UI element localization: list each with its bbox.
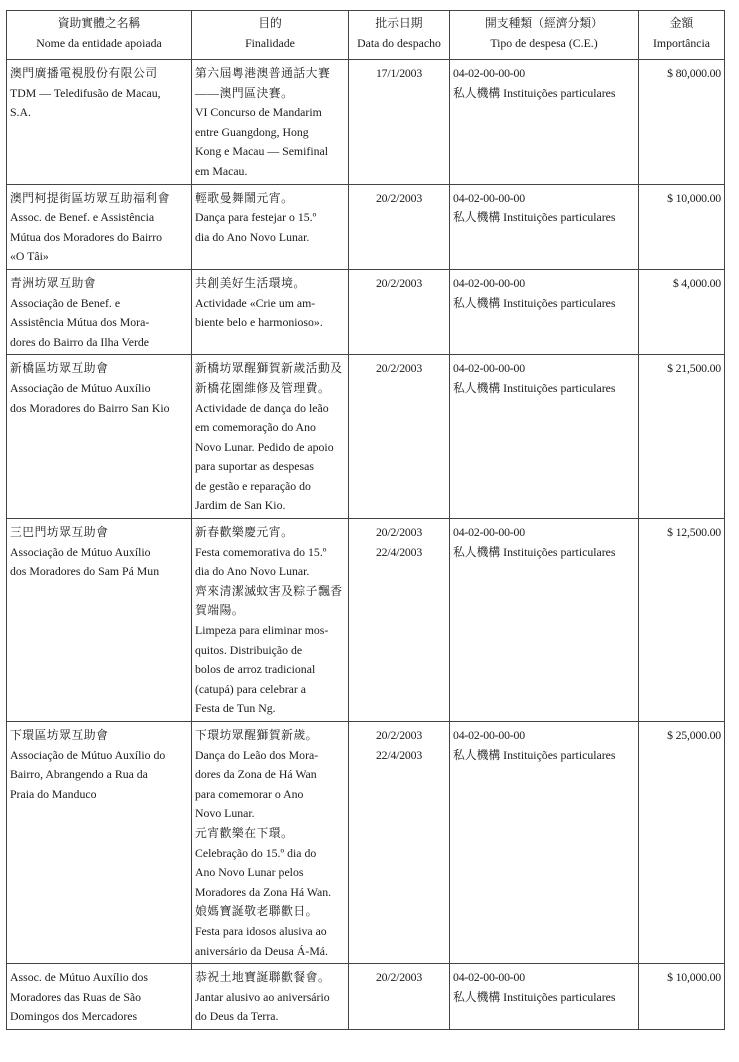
purpose-line: em Macau. <box>195 163 248 178</box>
purpose-line: Celebração do 15.º dia do <box>195 845 317 860</box>
date-cell <box>349 519 450 722</box>
entity-cell <box>7 722 192 964</box>
entity-line: dores do Bairro da Ilha Verde <box>10 334 150 349</box>
header-row <box>7 11 725 60</box>
purpose-line: para suportar as despesas <box>195 459 314 474</box>
entity-line: dos Moradores do Sam Pá Mun <box>10 564 160 579</box>
expense-class: 私人機構 Instituições particulares <box>453 747 616 762</box>
entity-cell <box>7 519 192 722</box>
expense-class: 私人機構 Instituições particulares <box>453 544 616 559</box>
expense-type-cell <box>450 355 639 519</box>
table-row <box>7 519 725 722</box>
purpose-line: 第六屆粵港澳普通話大賽 <box>195 66 331 80</box>
entity-line: Assistência Mútua dos Mora- <box>10 315 150 330</box>
table-body <box>7 60 725 1030</box>
entity-line: 澳門柯提街區坊眾互助福利會 <box>10 190 170 205</box>
date-cell <box>349 60 450 185</box>
date-cell <box>349 722 450 964</box>
purpose-cell <box>192 60 349 185</box>
expense-code: 04-02-00-00-00 <box>453 361 525 376</box>
table-header <box>7 11 725 60</box>
purpose-line: Actividade de dança do leão <box>195 400 329 415</box>
purpose-cell <box>192 184 349 269</box>
purpose-line: aniversário da Deusa Á-Má. <box>195 943 328 958</box>
entity-line: Domingos dos Mercadores <box>10 1009 138 1024</box>
purpose-line: biente belo e harmonioso». <box>195 315 323 330</box>
purpose-line: dores da Zona de Há Wan <box>195 767 317 782</box>
header-purpose <box>192 11 349 60</box>
expense-type-cell <box>450 519 639 722</box>
table-row <box>7 184 725 269</box>
expense-class: 私人機構 Instituições particulares <box>453 295 616 310</box>
entity-line: Associação de Benef. e <box>10 295 121 310</box>
entity-line: Mútua dos Moradores do Bairro <box>10 229 163 244</box>
dispatch-date: 20/2/2003 <box>375 190 423 205</box>
purpose-line: 齊來清潔滅蚊害及粽子飄香 <box>195 583 343 598</box>
amount-cell: $ 80,000.00 <box>639 60 725 185</box>
amount-cell: $ 25,000.00 <box>639 722 725 964</box>
entity-line: TDM — Teledifusão de Macau, <box>10 85 161 100</box>
header-type <box>450 11 639 60</box>
purpose-line: Jardim de San Kio. <box>195 498 286 513</box>
expense-type-cell <box>450 964 639 1030</box>
expense-code: 04-02-00-00-00 <box>453 970 525 985</box>
purpose-line: em comemoração do Ano <box>195 420 316 435</box>
date-cell <box>349 964 450 1030</box>
table-row <box>7 60 725 185</box>
date-cell <box>349 184 450 269</box>
entity-cell <box>7 184 192 269</box>
expense-class: 私人機構 Instituições particulares <box>453 989 616 1004</box>
purpose-cell <box>192 722 349 964</box>
purpose-line: ——澳門區決賽。 <box>195 85 294 100</box>
entity-cell <box>7 355 192 519</box>
amount-cell: $ 10,000.00 <box>639 184 725 269</box>
purpose-line: 元宵歡樂在下環。 <box>195 825 294 840</box>
purpose-line: Festa comemorativa do 15.º <box>195 544 327 559</box>
purpose-line: 新橋坊眾醒獅賀新歲活動及 <box>195 361 343 376</box>
purpose-line: 賀端陽。 <box>195 603 245 618</box>
purpose-line: Novo Lunar. <box>195 806 255 821</box>
purpose-line: Novo Lunar. Pedido de apoio <box>195 439 334 454</box>
purpose-line: 娘媽寶誕敬老聯歡日。 <box>195 904 318 919</box>
entity-cell <box>7 269 192 354</box>
purpose-line: Moradores da Zona Há Wan. <box>195 884 332 899</box>
expense-class: 私人機構 Instituições particulares <box>453 380 616 395</box>
purpose-line: 恭祝土地寶誕聯歡餐會。 <box>195 970 331 985</box>
purpose-line: 共創美好生活環境。 <box>195 275 306 290</box>
purpose-line: bolos de arroz tradicional <box>195 662 316 677</box>
expense-type-cell <box>450 269 639 354</box>
purpose-cell <box>192 269 349 354</box>
header-purpose-zh: 目的 <box>258 16 282 30</box>
header-entity <box>7 11 192 60</box>
amount-cell: $ 12,500.00 <box>639 519 725 722</box>
purpose-line: de gestão e reparação do <box>195 478 311 493</box>
purpose-line: Limpeza para eliminar mos- <box>195 623 329 638</box>
dispatch-date: 20/2/2003 <box>375 970 423 985</box>
purpose-line: Dança para festejar o 15.º <box>195 210 317 225</box>
dispatch-date: 22/4/2003 <box>375 747 423 762</box>
purpose-line: entre Guangdong, Hong <box>195 124 309 139</box>
purpose-cell <box>192 519 349 722</box>
entity-line: 下環區坊眾互助會 <box>10 728 109 742</box>
expense-code: 04-02-00-00-00 <box>453 190 525 205</box>
entity-line: Associação de Mútuo Auxílio <box>10 544 151 559</box>
purpose-line: Festa para idosos alusiva ao <box>195 923 327 938</box>
purpose-line: Jantar alusivo ao aniversário <box>195 989 330 1004</box>
expense-type-cell <box>450 722 639 964</box>
header-amount-pt: Importância <box>653 36 710 50</box>
purpose-cell <box>192 355 349 519</box>
purpose-line: Ano Novo Lunar pelos <box>195 865 304 880</box>
entity-line: S.A. <box>10 105 31 120</box>
purpose-line: Festa de Tun Ng. <box>195 701 276 716</box>
amount-cell: $ 4,000.00 <box>639 269 725 354</box>
entity-cell <box>7 964 192 1030</box>
purpose-line: dia do Ano Novo Lunar. <box>195 564 310 579</box>
entity-line: 新橋區坊眾互助會 <box>10 361 109 376</box>
purpose-line: VI Concurso de Mandarim <box>195 105 322 120</box>
expense-code: 04-02-00-00-00 <box>453 525 525 540</box>
purpose-line: quitos. Distribuição de <box>195 642 303 657</box>
expense-type-cell <box>450 184 639 269</box>
entity-line: Associação de Mútuo Auxílio do <box>10 747 166 762</box>
expense-code: 04-02-00-00-00 <box>453 728 525 742</box>
dispatch-date: 20/2/2003 <box>375 275 423 290</box>
purpose-cell <box>192 964 349 1030</box>
table-row <box>7 269 725 354</box>
entity-cell <box>7 60 192 185</box>
header-amount-zh: 金額 <box>669 16 694 30</box>
header-type-zh: 開支種類（經濟分類） <box>485 16 603 30</box>
entity-line: «O Tâi» <box>10 249 49 264</box>
table-row <box>7 964 725 1030</box>
purpose-line: 下環坊眾醒獅賀新歲。 <box>195 728 318 742</box>
expense-code: 04-02-00-00-00 <box>453 66 525 80</box>
header-type-pt: Tipo de despesa (C.E.) <box>490 36 598 50</box>
table-row <box>7 355 725 519</box>
entity-line: Associação de Mútuo Auxílio <box>10 380 151 395</box>
entity-line: Bairro, Abrangendo a Rua da <box>10 767 148 782</box>
purpose-line: 新橋花園維修及管理費。 <box>195 380 331 395</box>
header-entity-zh: 資助實體之名稱 <box>57 16 141 30</box>
entity-line: 三巴門坊眾互助會 <box>10 525 109 540</box>
purpose-line: 輕歌曼舞鬧元宵。 <box>195 190 294 205</box>
purpose-line: Actividade «Crie um am- <box>195 295 316 310</box>
entity-line: dos Moradores do Bairro San Kio <box>10 400 170 415</box>
table-row <box>7 722 725 964</box>
header-amount <box>639 11 725 60</box>
date-cell <box>349 355 450 519</box>
entity-line: Assoc. de Benef. e Assistência <box>10 210 155 225</box>
entity-line: Praia do Manduco <box>10 786 97 801</box>
entity-line: 青洲坊眾互助會 <box>10 275 97 290</box>
purpose-line: para comemorar o Ano <box>195 786 304 801</box>
amount-cell: $ 21,500.00 <box>639 355 725 519</box>
date-cell <box>349 269 450 354</box>
dispatch-date: 20/2/2003 <box>375 728 423 742</box>
entity-line: Moradores das Ruas de São <box>10 989 142 1004</box>
header-date-pt: Data do despacho <box>357 36 441 50</box>
purpose-line: 新春歡樂慶元宵。 <box>195 525 294 540</box>
dispatch-date: 17/1/2003 <box>375 66 423 80</box>
dispatch-date: 20/2/2003 <box>375 525 423 540</box>
header-date <box>349 11 450 60</box>
header-date-zh: 批示日期 <box>375 16 423 30</box>
purpose-line: dia do Ano Novo Lunar. <box>195 229 310 244</box>
purpose-line: do Deus da Terra. <box>195 1009 279 1024</box>
grants-table <box>6 10 725 1030</box>
purpose-line: Kong e Macau — Semifinal <box>195 144 329 159</box>
dispatch-date: 20/2/2003 <box>375 361 423 376</box>
entity-line: 澳門廣播電視股份有限公司 <box>10 66 158 80</box>
header-entity-pt: Nome da entidade apoiada <box>36 36 162 50</box>
purpose-line: (catupá) para celebrar a <box>195 681 306 696</box>
dispatch-date: 22/4/2003 <box>375 544 423 559</box>
header-purpose-pt: Finalidade <box>245 36 295 50</box>
expense-class: 私人機構 Instituições particulares <box>453 85 616 100</box>
expense-code: 04-02-00-00-00 <box>453 275 525 290</box>
entity-line: Assoc. de Mútuo Auxílio dos <box>10 970 148 985</box>
expense-type-cell <box>450 60 639 185</box>
purpose-line: Dança do Leão dos Mora- <box>195 747 319 762</box>
expense-class: 私人機構 Instituições particulares <box>453 210 616 225</box>
amount-cell: $ 10,000.00 <box>639 964 725 1030</box>
